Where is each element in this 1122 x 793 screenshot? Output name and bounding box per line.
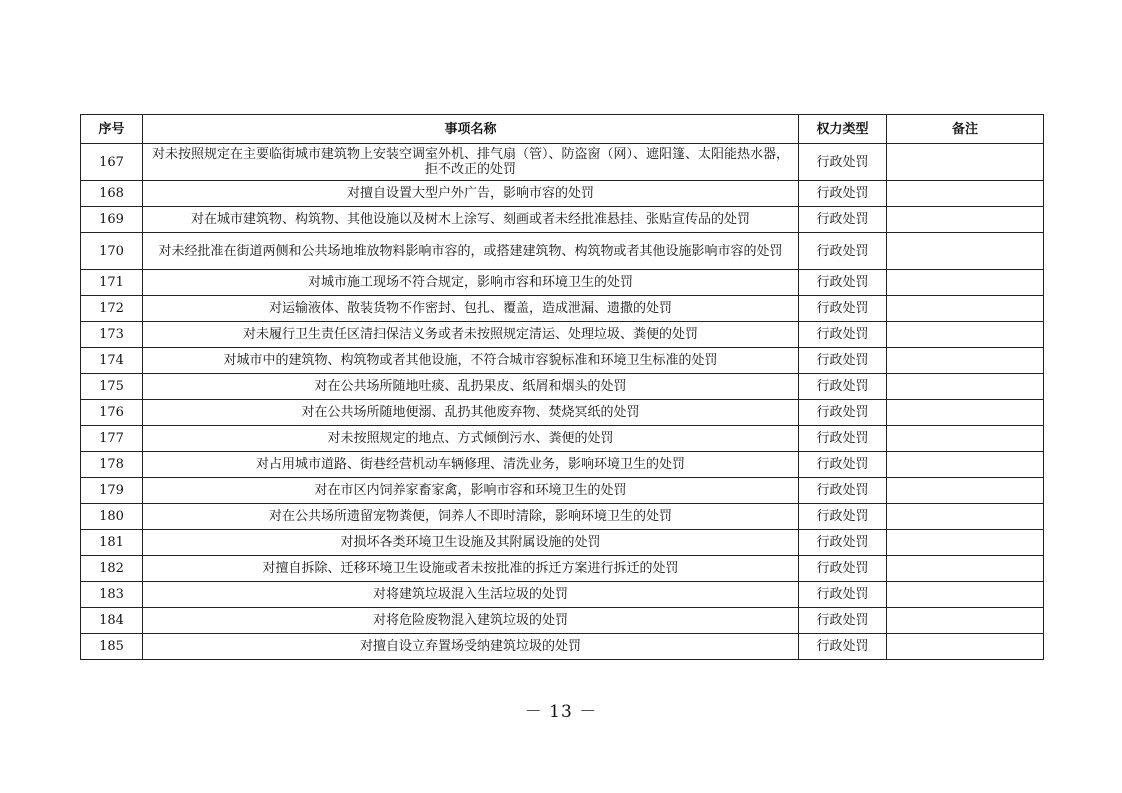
cell-type: 行政处罚 [799,233,887,270]
cell-no: 168 [81,181,143,207]
cell-type: 行政处罚 [799,556,887,582]
header-no: 序号 [81,115,143,144]
cell-name: 对在公共场所遗留宠物粪便，饲养人不即时清除，影响环境卫生的处罚 [143,504,799,530]
cell-type: 行政处罚 [799,504,887,530]
cell-no: 177 [81,426,143,452]
cell-note [887,504,1044,530]
cell-name: 对运输液体、散装货物不作密封、包扎、覆盖，造成泄漏、遗撒的处罚 [143,296,799,322]
header-note: 备注 [887,115,1044,144]
table-row [81,296,1044,322]
cell-no: 175 [81,374,143,400]
table-row [81,582,1044,608]
cell-no: 176 [81,400,143,426]
cell-type: 行政处罚 [799,270,887,296]
cell-name: 对未按照规定在主要临街城市建筑物上安装空调室外机、排气扇（管）、防盗窗（网）、遮阳篷、太阳能热水器，拒不改正的处罚 [143,144,799,181]
cell-name: 对在公共场所随地便溺、乱扔其他废弃物、焚烧冥纸的处罚 [143,400,799,426]
cell-note [887,181,1044,207]
table-row [81,504,1044,530]
cell-name: 对城市施工现场不符合规定，影响市容和环境卫生的处罚 [143,270,799,296]
cell-note [887,452,1044,478]
table-header-row [81,115,1044,144]
cell-no: 180 [81,504,143,530]
cell-no: 167 [81,144,143,181]
table-row [81,400,1044,426]
table-row [81,426,1044,452]
table-row [81,530,1044,556]
cell-name: 对在城市建筑物、构筑物、其他设施以及树木上涂写、刻画或者未经批准悬挂、张贴宣传品的处罚 [143,207,799,233]
cell-type: 行政处罚 [799,582,887,608]
cell-type: 行政处罚 [799,530,887,556]
table-row [81,608,1044,634]
cell-type: 行政处罚 [799,608,887,634]
table-row [81,478,1044,504]
cell-type: 行政处罚 [799,322,887,348]
page-number: － 13 － [524,702,598,722]
cell-name: 对未履行卫生责任区清扫保洁义务或者未按照规定清运、处理垃圾、粪便的处罚 [143,322,799,348]
cell-note [887,426,1044,452]
cell-name: 对未按照规定的地点、方式倾倒污水、粪便的处罚 [143,426,799,452]
items-table [80,114,1044,660]
table-body [81,144,1044,660]
header-name: 事项名称 [143,115,799,144]
cell-note [887,144,1044,181]
cell-note [887,296,1044,322]
cell-type: 行政处罚 [799,452,887,478]
cell-type: 行政处罚 [799,400,887,426]
cell-note [887,478,1044,504]
cell-note [887,374,1044,400]
cell-type: 行政处罚 [799,478,887,504]
cell-name: 对将建筑垃圾混入生活垃圾的处罚 [143,582,799,608]
cell-name: 对将危险废物混入建筑垃圾的处罚 [143,608,799,634]
cell-name: 对擅自拆除、迁移环境卫生设施或者未按批准的拆迁方案进行拆迁的处罚 [143,556,799,582]
cell-note [887,634,1044,660]
cell-note [887,207,1044,233]
cell-type: 行政处罚 [799,426,887,452]
cell-type: 行政处罚 [799,144,887,181]
cell-no: 174 [81,348,143,374]
cell-type: 行政处罚 [799,634,887,660]
cell-name: 对城市中的建筑物、构筑物或者其他设施，不符合城市容貌标准和环境卫生标准的处罚 [143,348,799,374]
cell-note [887,530,1044,556]
cell-name: 对未经批准在街道两侧和公共场地堆放物料影响市容的，或搭建建筑物、构筑物或者其他设施影响市容的处罚 [143,233,799,270]
cell-no: 182 [81,556,143,582]
cell-no: 170 [81,233,143,270]
cell-no: 179 [81,478,143,504]
cell-type: 行政处罚 [799,181,887,207]
cell-no: 169 [81,207,143,233]
cell-note [887,556,1044,582]
table-row [81,233,1044,270]
cell-type: 行政处罚 [799,348,887,374]
cell-no: 185 [81,634,143,660]
cell-note [887,400,1044,426]
table-row [81,452,1044,478]
cell-note [887,348,1044,374]
cell-name: 对损坏各类环境卫生设施及其附属设施的处罚 [143,530,799,556]
cell-type: 行政处罚 [799,207,887,233]
cell-type: 行政处罚 [799,296,887,322]
cell-note [887,233,1044,270]
table-row [81,556,1044,582]
cell-note [887,322,1044,348]
cell-no: 183 [81,582,143,608]
cell-name: 对占用城市道路、街巷经营机动车辆修理、清洗业务，影响环境卫生的处罚 [143,452,799,478]
header-type: 权力类型 [799,115,887,144]
cell-no: 181 [81,530,143,556]
cell-no: 184 [81,608,143,634]
table-row [81,634,1044,660]
table-row [81,270,1044,296]
table-row [81,374,1044,400]
cell-no: 173 [81,322,143,348]
cell-name: 对在市区内饲养家畜家禽，影响市容和环境卫生的处罚 [143,478,799,504]
cell-note [887,608,1044,634]
cell-no: 171 [81,270,143,296]
cell-no: 172 [81,296,143,322]
cell-no: 178 [81,452,143,478]
cell-note [887,270,1044,296]
cell-note [887,582,1044,608]
cell-name: 对擅自设置大型户外广告，影响市容的处罚 [143,181,799,207]
cell-name: 对在公共场所随地吐痰、乱扔果皮、纸屑和烟头的处罚 [143,374,799,400]
table-row [81,144,1044,181]
cell-type: 行政处罚 [799,374,887,400]
cell-name: 对擅自设立弃置场受纳建筑垃圾的处罚 [143,634,799,660]
table-row [81,348,1044,374]
table-row [81,181,1044,207]
table-row [81,322,1044,348]
table-row [81,207,1044,233]
